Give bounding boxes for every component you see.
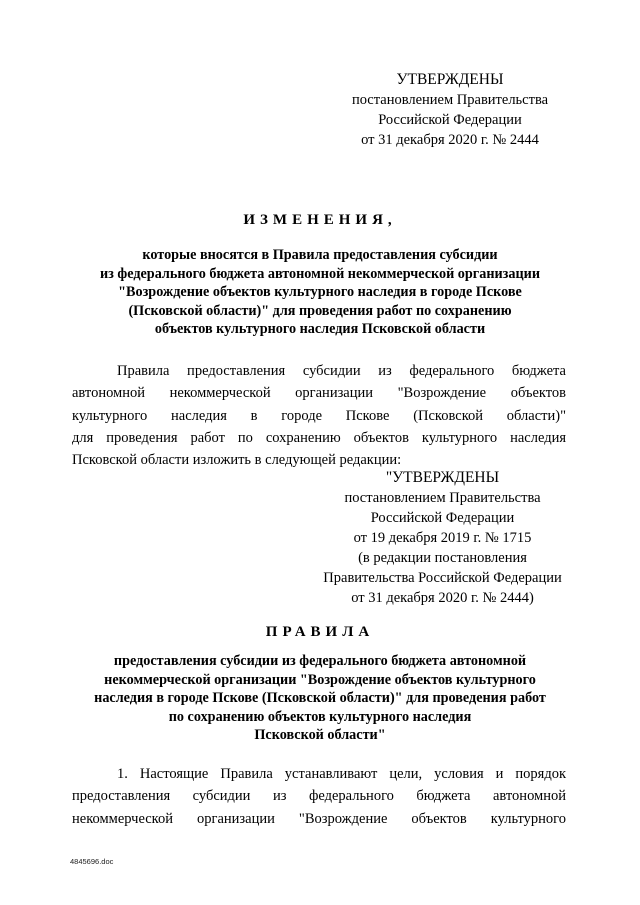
subtitle-line: которые вносятся в Правила предоставления субсидии (142, 247, 498, 263)
paragraph-line: культурного наследия в городе Пскове (Псковской области)" (72, 407, 566, 424)
approval-date-line: от 31 декабря 2020 г. № 2444) (351, 590, 534, 606)
footer-file-name: 4845696.doc (70, 857, 114, 866)
subtitle-line: Псковской области" (254, 727, 386, 744)
approval-block-new (300, 468, 585, 608)
paragraph-line: 1. Настоящие Правила устанавливают цели, условия и порядок (117, 766, 566, 782)
approval-line: постановлением Правительства (351, 92, 549, 108)
approval-line: Российской Федерации (378, 112, 522, 128)
approval-line: постановлением Правительства (344, 490, 541, 506)
approval-line: Правительства Российской Федерации (323, 570, 562, 586)
changes-subtitle (70, 246, 570, 339)
approval-heading: УТВЕРЖДЕНЫ (396, 71, 504, 88)
approval-date-line: от 19 декабря 2019 г. № 1715 (353, 530, 532, 546)
subtitle-line: некоммерческой организации "Возрождение объектов культурного (104, 671, 536, 688)
intro-paragraph (72, 360, 566, 471)
approval-line: Российской Федерации (370, 510, 515, 526)
subtitle-line: предоставления субсидии из федерального бюджета автономной (113, 653, 527, 669)
approval-block-top (325, 70, 575, 150)
subtitle-line: "Возрождение объектов культурного наследия в городе Пскове (118, 284, 522, 301)
paragraph-line: автономной некоммерческой организации "Возрождение объектов (72, 385, 566, 402)
subtitle-line: (Псковской области)" для проведения работ по сохранению (128, 302, 512, 319)
subtitle-line: по сохранению объектов культурного наследия (168, 708, 472, 725)
paragraph-line: Псковской области изложить в следующей редакции: (72, 452, 402, 469)
rules-title: ПРАВИЛА (265, 624, 375, 640)
clause-1-paragraph (72, 763, 566, 830)
approval-heading: "УТВЕРЖДЕНЫ (385, 469, 500, 486)
subtitle-line: из федерального бюджета автономной некоммерческой организации (99, 265, 540, 282)
approval-date-line: от 31 декабря 2020 г. № 2444 (361, 132, 539, 148)
changes-title: ИЗМЕНЕНИЯ, (243, 212, 397, 228)
paragraph-line: некоммерческой организации "Возрождение объектов культурного (72, 810, 566, 827)
subtitle-line: наследия в городе Пскове (Псковской области)" для проведения работ (94, 690, 546, 707)
rules-subtitle (70, 652, 570, 745)
paragraph-line: предоставления субсидии из федерального бюджета автономной (72, 788, 566, 805)
approval-line: (в редакции постановления (358, 550, 527, 566)
subtitle-line: объектов культурного наследия Псковской области (154, 321, 486, 338)
paragraph-line: Правила предоставления субсидии из федерального бюджета (117, 363, 566, 379)
paragraph-line: для проведения работ по сохранению объектов культурного наследия (72, 429, 566, 446)
